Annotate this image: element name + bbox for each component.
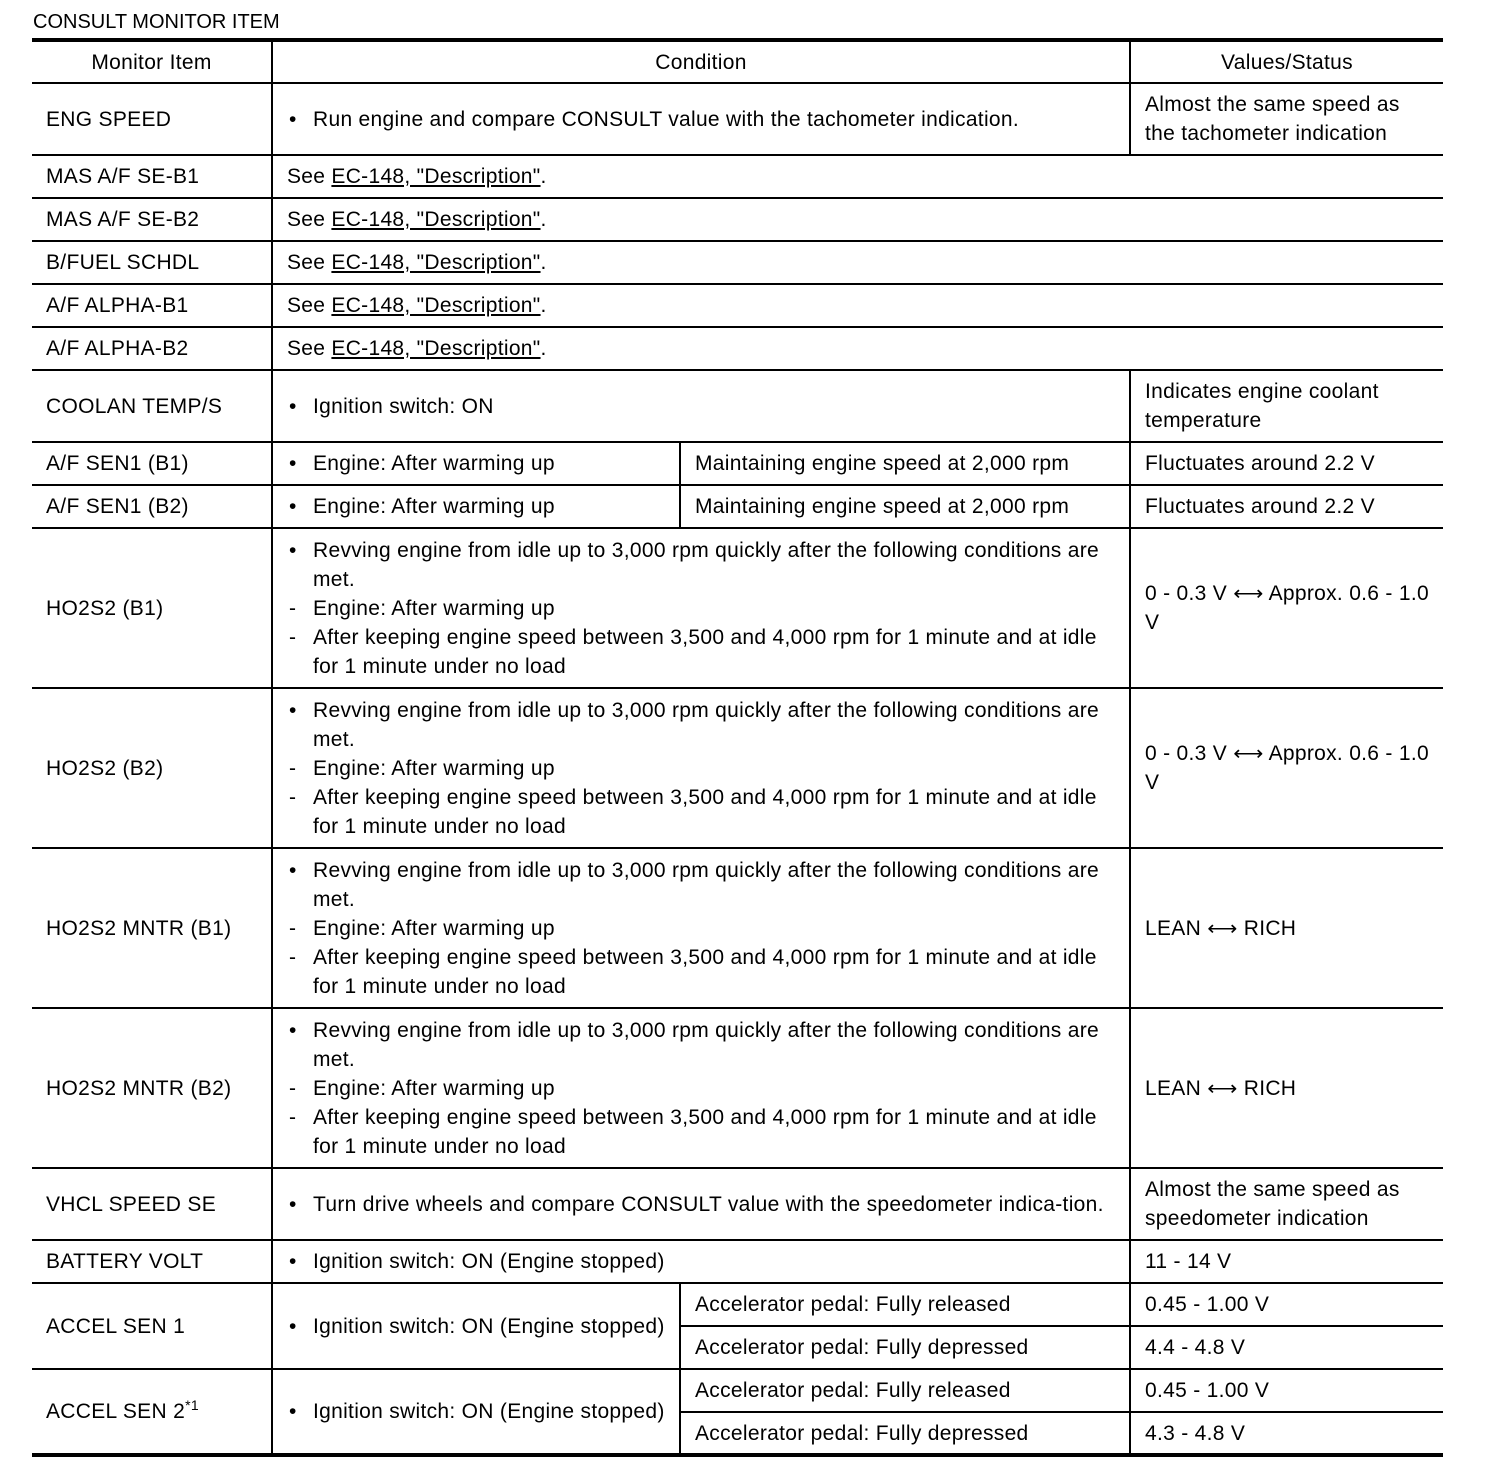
table-row [32, 688, 1443, 848]
table-row [32, 1240, 1443, 1283]
see-suffix: . [540, 294, 547, 317]
condition-line [287, 943, 1115, 1001]
monitor-item: HO2S2 (B1) [46, 596, 164, 620]
condition-text: Ignition switch: ON [313, 394, 494, 418]
condition-text: Ignition switch: ON (Engine stopped) [313, 1400, 665, 1423]
value-cell: Indicates engine coolant temperature [1130, 370, 1443, 442]
bullet-icon: • [289, 495, 297, 518]
see-suffix: . [540, 208, 547, 231]
dash-icon: - [289, 945, 297, 969]
table-row [32, 1369, 1443, 1412]
bullet-icon: • [289, 538, 297, 562]
dash-icon: - [289, 625, 297, 649]
monitor-item-cell [32, 485, 272, 528]
condition-text: After keeping engine speed between 3,500 and 4,000 rpm for 1 minute and at idle for 1 minute under no load [313, 1105, 1097, 1158]
see-suffix: . [540, 251, 547, 274]
condition-text: Engine: After warming up [313, 916, 555, 940]
condition-text: Revving engine from idle up to 3,000 rpm quickly after the following conditions are met. [313, 698, 1099, 751]
condition-cell [272, 83, 1130, 155]
condition-line [287, 1016, 1115, 1074]
dash-icon: - [289, 596, 297, 620]
condition-text: Revving engine from idle up to 3,000 rpm quickly after the following conditions are met. [313, 858, 1099, 911]
value-cell: Fluctuates around 2.2 V [1130, 442, 1443, 485]
table-row [32, 1008, 1443, 1168]
condition-line [287, 594, 1115, 623]
header-row [32, 40, 1443, 83]
see-prefix: See [287, 165, 326, 188]
monitor-item-cell [32, 848, 272, 1008]
description-link[interactable]: EC-148, "Description" [331, 337, 541, 360]
monitor-item-cell [32, 1008, 272, 1168]
header-monitor-item: Monitor Item [32, 40, 272, 83]
table-row [32, 442, 1443, 485]
table-row [32, 370, 1443, 442]
condition-cell [272, 442, 680, 485]
monitor-item: VHCL SPEED SE [46, 1192, 217, 1216]
sub-condition-cell: Accelerator pedal: Fully released [680, 1369, 1130, 1412]
monitor-item-cell [32, 155, 272, 198]
see-reference-cell [272, 327, 1443, 370]
table-title: CONSULT MONITOR ITEM [33, 11, 280, 33]
see-suffix: . [540, 337, 547, 360]
monitor-item: HO2S2 MNTR (B2) [46, 1076, 232, 1100]
condition-text: Engine: After warming up [313, 495, 555, 518]
table-row [32, 528, 1443, 688]
condition-cell [272, 1008, 1130, 1168]
see-prefix: See [287, 337, 326, 360]
monitor-item: MAS A/F SE-B2 [46, 208, 200, 231]
condition-line [287, 1074, 1115, 1103]
condition-cell [272, 528, 1130, 688]
sub-condition-cell: Maintaining engine speed at 2,000 rpm [680, 442, 1130, 485]
see-prefix: See [287, 208, 326, 231]
condition-line [287, 449, 665, 478]
sub-condition-cell: Maintaining engine speed at 2,000 rpm [680, 485, 1130, 528]
condition-line [287, 1397, 665, 1426]
see-reference-cell [272, 198, 1443, 241]
monitor-item-cell [32, 1240, 272, 1283]
table-row [32, 1168, 1443, 1240]
see-reference-cell [272, 284, 1443, 327]
condition-line [287, 392, 1115, 421]
monitor-item-cell [32, 1168, 272, 1240]
value-cell: 0 - 0.3 V ⟷ Approx. 0.6 - 1.0 V [1130, 688, 1443, 848]
condition-cell [272, 1168, 1130, 1240]
condition-text: Turn drive wheels and compare CONSULT value with the speedometer indica-tion. [313, 1192, 1104, 1216]
see-reference-cell [272, 241, 1443, 284]
condition-line [287, 754, 1115, 783]
bullet-icon: • [289, 107, 297, 131]
monitor-item-cell [32, 1283, 272, 1369]
header-condition: Condition [272, 40, 1130, 83]
condition-line [287, 623, 1115, 681]
see-reference-cell [272, 155, 1443, 198]
monitor-item: A/F SEN1 (B2) [46, 495, 189, 518]
table-row [32, 241, 1443, 284]
monitor-item: A/F SEN1 (B1) [46, 452, 189, 475]
monitor-item-cell [32, 83, 272, 155]
condition-line [287, 1312, 665, 1341]
dash-icon: - [289, 785, 297, 809]
condition-line [287, 696, 1115, 754]
monitor-item-cell [32, 688, 272, 848]
condition-cell [272, 688, 1130, 848]
condition-text: Revving engine from idle up to 3,000 rpm quickly after the following conditions are met. [313, 538, 1099, 591]
sub-condition-cell: Accelerator pedal: Fully depressed [680, 1326, 1130, 1369]
sub-condition-cell: Accelerator pedal: Fully released [680, 1283, 1130, 1326]
value-cell: Fluctuates around 2.2 V [1130, 485, 1443, 528]
see-prefix: See [287, 294, 326, 317]
monitor-item-cell [32, 528, 272, 688]
monitor-item: MAS A/F SE-B1 [46, 165, 200, 188]
monitor-item: A/F ALPHA-B1 [46, 294, 189, 317]
monitor-item: ENG SPEED [46, 107, 172, 131]
bullet-icon: • [289, 1192, 297, 1216]
condition-text: After keeping engine speed between 3,500 and 4,000 rpm for 1 minute and at idle for 1 minute under no load [313, 945, 1097, 998]
dash-icon: - [289, 1105, 297, 1129]
monitor-item-cell [32, 327, 272, 370]
description-link[interactable]: EC-148, "Description" [331, 208, 541, 231]
condition-text: Revving engine from idle up to 3,000 rpm quickly after the following conditions are met. [313, 1018, 1099, 1071]
bullet-icon: • [289, 452, 297, 475]
condition-text: Engine: After warming up [313, 452, 555, 475]
description-link[interactable]: EC-148, "Description" [331, 165, 541, 188]
bullet-icon: • [289, 1250, 297, 1273]
table-row [32, 155, 1443, 198]
monitor-item: BATTERY VOLT [46, 1250, 204, 1273]
dash-icon: - [289, 756, 297, 780]
monitor-item-cell [32, 241, 272, 284]
condition-cell [272, 1369, 680, 1455]
monitor-item-cell [32, 1369, 272, 1455]
condition-cell [272, 370, 1130, 442]
value-cell: 0.45 - 1.00 V [1130, 1369, 1443, 1412]
value-cell: Almost the same speed as the tachometer indication [1130, 83, 1443, 155]
condition-text: Engine: After warming up [313, 596, 555, 620]
condition-line [287, 492, 665, 521]
monitor-item: ACCEL SEN 1 [46, 1314, 186, 1338]
header-values: Values/Status [1130, 40, 1443, 83]
condition-text: Engine: After warming up [313, 756, 555, 780]
condition-line [287, 856, 1115, 914]
monitor-item-cell [32, 284, 272, 327]
condition-cell [272, 1240, 1130, 1283]
monitor-item: B/FUEL SCHDL [46, 251, 200, 274]
value-cell: 11 - 14 V [1130, 1240, 1443, 1283]
condition-cell [272, 848, 1130, 1008]
condition-line [287, 1247, 1115, 1276]
table-row [32, 1283, 1443, 1326]
dash-icon: - [289, 1076, 297, 1100]
description-link[interactable]: EC-148, "Description" [331, 294, 541, 317]
monitor-item-cell [32, 442, 272, 485]
sub-condition-cell: Accelerator pedal: Fully depressed [680, 1412, 1130, 1455]
condition-text: After keeping engine speed between 3,500 and 4,000 rpm for 1 minute and at idle for 1 minute under no load [313, 785, 1097, 838]
condition-line [287, 783, 1115, 841]
monitor-item: HO2S2 MNTR (B1) [46, 916, 232, 940]
footnote-marker: *1 [185, 1397, 199, 1413]
table-row [32, 83, 1443, 155]
condition-text: Ignition switch: ON (Engine stopped) [313, 1250, 665, 1273]
monitor-item: COOLAN TEMP/S [46, 394, 223, 418]
value-cell: LEAN ⟷ RICH [1130, 848, 1443, 1008]
condition-line [287, 105, 1115, 134]
table-row [32, 485, 1443, 528]
value-cell: Almost the same speed as speedometer indication [1130, 1168, 1443, 1240]
condition-line [287, 914, 1115, 943]
monitor-item: A/F ALPHA-B2 [46, 337, 189, 360]
condition-text: Run engine and compare CONSULT value with the tachometer indication. [313, 107, 1019, 131]
bullet-icon: • [289, 858, 297, 882]
value-cell: 4.3 - 4.8 V [1130, 1412, 1443, 1455]
value-cell: 0 - 0.3 V ⟷ Approx. 0.6 - 1.0 V [1130, 528, 1443, 688]
monitor-item: ACCEL SEN 2 [46, 1400, 186, 1423]
see-suffix: . [540, 165, 547, 188]
monitor-item-cell [32, 370, 272, 442]
bullet-icon: • [289, 1018, 297, 1042]
condition-text: After keeping engine speed between 3,500 and 4,000 rpm for 1 minute and at idle for 1 minute under no load [313, 625, 1097, 678]
table-row [32, 198, 1443, 241]
condition-cell [272, 485, 680, 528]
value-cell: 4.4 - 4.8 V [1130, 1326, 1443, 1369]
table-row [32, 284, 1443, 327]
see-prefix: See [287, 251, 326, 274]
bullet-icon: • [289, 394, 297, 418]
description-link[interactable]: EC-148, "Description" [331, 251, 541, 274]
monitor-item: HO2S2 (B2) [46, 756, 164, 780]
bullet-icon: • [289, 698, 297, 722]
condition-text: Ignition switch: ON (Engine stopped) [313, 1314, 665, 1338]
condition-line [287, 1190, 1115, 1219]
condition-text: Engine: After warming up [313, 1076, 555, 1100]
value-cell: 0.45 - 1.00 V [1130, 1283, 1443, 1326]
table-row [32, 327, 1443, 370]
consult-monitor-table [32, 38, 1443, 1457]
value-cell: LEAN ⟷ RICH [1130, 1008, 1443, 1168]
condition-line [287, 1103, 1115, 1161]
bullet-icon: • [289, 1400, 297, 1423]
table-row [32, 848, 1443, 1008]
condition-cell [272, 1283, 680, 1369]
monitor-item-cell [32, 198, 272, 241]
bullet-icon: • [289, 1314, 297, 1338]
dash-icon: - [289, 916, 297, 940]
condition-line [287, 536, 1115, 594]
